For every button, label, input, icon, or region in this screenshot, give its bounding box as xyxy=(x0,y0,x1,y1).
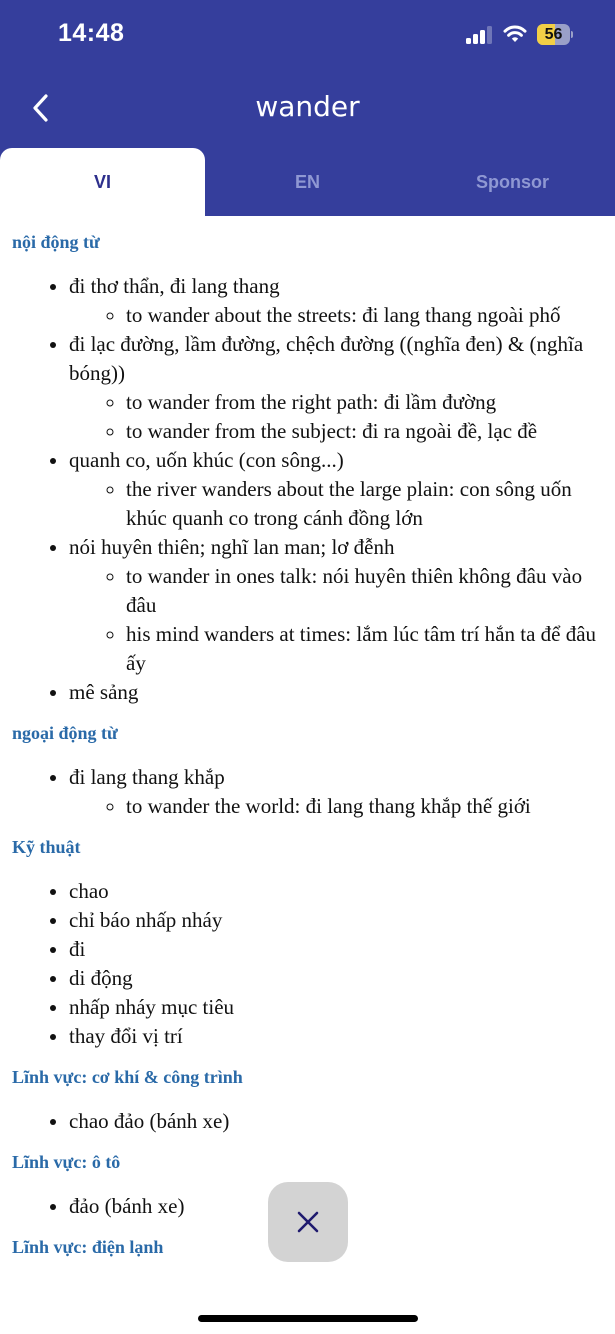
definition-item: • nói huyên thiên; nghĩ lan man; lơ đễnh ◦ to wander in ones talk: nói huyên thiên không đâu vào đâu ◦ his mind wanders at times: lắm lúc tâm trí hắn ta để đâu ấy xyxy=(69,533,603,678)
section-title-dien-lanh: Lĩnh vực: điện lạnh xyxy=(12,1237,164,1257)
definition-item: • di động xyxy=(69,964,603,993)
definition-item: • đi lang thang khắp ◦ to wander the world: đi lang thang khắp thế giới xyxy=(69,763,603,821)
example-item: ◦ the river wanders about the large plain: con sông uốn khúc quanh co trong cánh đồng lớn xyxy=(126,475,603,533)
example-item: ◦ to wander the world: đi lang thang khắp thế giới xyxy=(126,792,603,821)
section-title-noi-dong-tu: nội động từ xyxy=(12,232,100,252)
definition-item: • chao xyxy=(69,877,603,906)
example-item: ◦ to wander from the subject: đi ra ngoài đề, lạc đề xyxy=(126,417,603,446)
status-time: 14:48 xyxy=(58,19,125,47)
definition-item: • đi thơ thẩn, đi lang thang ◦ to wander about the streets: đi lang thang ngoài phố xyxy=(69,272,603,330)
battery-icon xyxy=(537,24,570,45)
definition-list xyxy=(12,763,603,821)
section-title-o-to: Lĩnh vực: ô tô xyxy=(12,1152,121,1172)
tab-sponsor[interactable]: Sponsor xyxy=(475,171,549,192)
definition-item: • nhấp nháy mục tiêu xyxy=(69,993,603,1022)
page-title: wander xyxy=(255,90,360,123)
battery-level: 56 xyxy=(544,26,563,43)
tab-vi[interactable]: VI xyxy=(0,148,205,216)
definition-item: • thay đổi vị trí xyxy=(69,1022,603,1051)
tab-en[interactable]: EN xyxy=(294,171,320,192)
example-item: ◦ his mind wanders at times: lắm lúc tâm trí hắn ta để đâu ấy xyxy=(126,620,603,678)
definition-item: • chỉ báo nhấp nháy xyxy=(69,906,603,935)
cellular-signal-icon xyxy=(466,26,494,44)
section-title-ky-thuat: Kỹ thuật xyxy=(12,837,81,857)
example-item: ◦ to wander from the right path: đi lầm đường xyxy=(126,388,603,417)
definition-content xyxy=(0,216,615,1257)
definition-list xyxy=(12,877,603,1051)
definition-item: • đi lạc đường, lầm đường, chệch đường ((nghĩa đen) & (nghĩa bóng)) ◦ to wander from the right path: đi lầm đường ◦ to wander from the subject: đi ra ngoài đề, lạc đề xyxy=(69,330,603,446)
example-item: ◦ to wander in ones talk: nói huyên thiên không đâu vào đâu xyxy=(126,562,603,620)
battery-tip xyxy=(571,31,573,38)
example-item: ◦ to wander about the streets: đi lang thang ngoài phố xyxy=(126,301,603,330)
home-indicator[interactable] xyxy=(198,1315,418,1322)
definition-item: • đi xyxy=(69,935,603,964)
definition-item: • chao đảo (bánh xe) xyxy=(69,1107,603,1136)
definition-list xyxy=(12,272,603,707)
tab-bar xyxy=(0,148,615,216)
section-title-ngoai-dong-tu: ngoại động từ xyxy=(12,723,118,743)
wifi-icon xyxy=(503,22,527,44)
close-icon xyxy=(296,1210,320,1234)
section-title-co-khi: Lĩnh vực: cơ khí & công trình xyxy=(12,1067,243,1087)
definition-list xyxy=(12,1107,603,1136)
app-header xyxy=(0,0,615,216)
close-button[interactable] xyxy=(268,1182,348,1262)
definition-item: • đảo (bánh xe) xyxy=(69,1192,603,1221)
definition-item: • mê sảng xyxy=(69,678,603,707)
definition-item: • quanh co, uốn khúc (con sông...) ◦ the river wanders about the large plain: con sông uốn khúc quanh co trong cánh đồng lớn xyxy=(69,446,603,533)
